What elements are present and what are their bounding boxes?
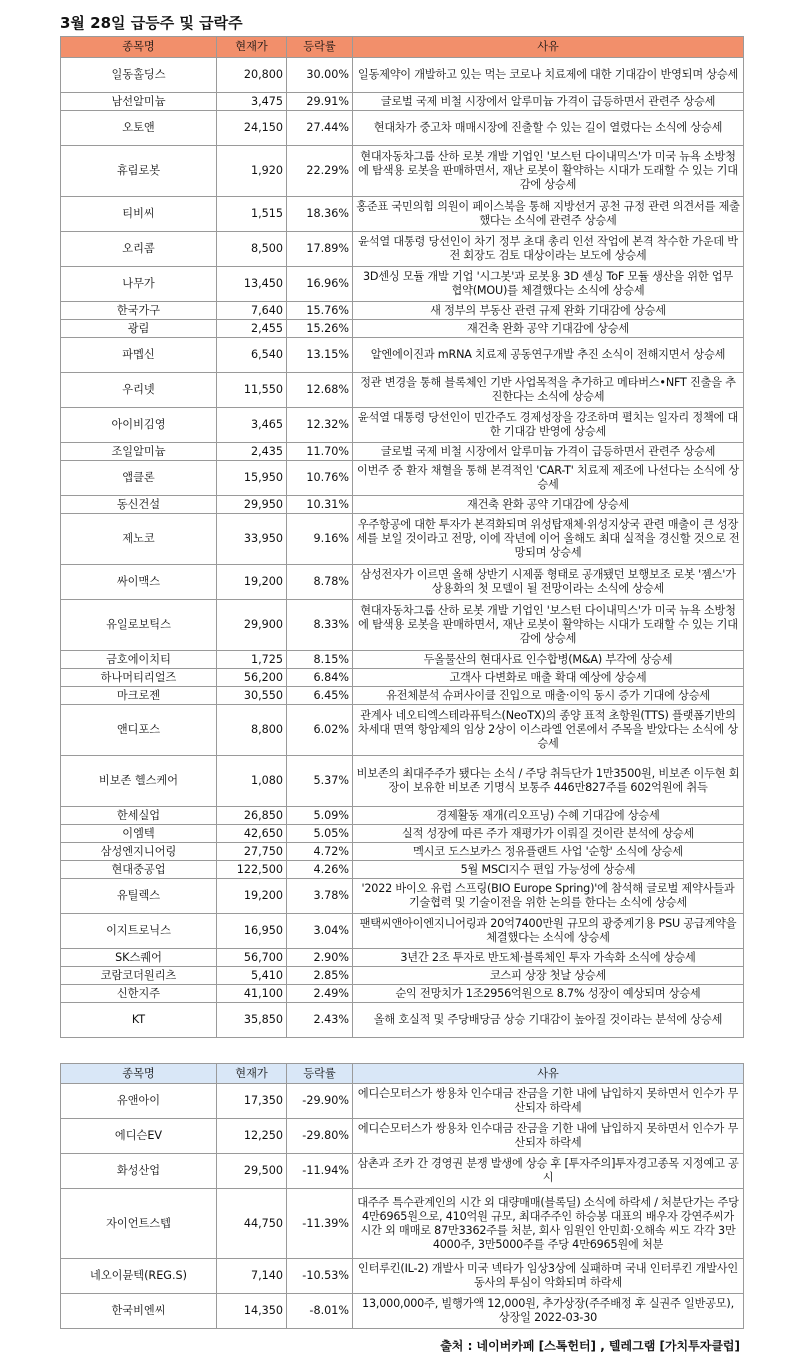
price-cell: 5,410	[217, 967, 287, 985]
header-rate: 등락률	[287, 37, 353, 58]
price-cell: 19,200	[217, 565, 287, 600]
table-row	[61, 1003, 744, 1038]
reason-cell: 고객사 다변화로 매출 확대 예상에 상승세	[353, 669, 744, 687]
name-cell: 네오이뮨텍(REG.S)	[61, 1259, 217, 1294]
table-row	[61, 58, 744, 93]
table-row	[61, 408, 744, 443]
name-cell: 마크로젠	[61, 687, 217, 705]
reason-cell: 5월 MSCI지수 편입 가능성에 상승세	[353, 861, 744, 879]
price-cell: 16,950	[217, 914, 287, 949]
rate-cell: 16.96%	[287, 267, 353, 302]
price-cell: 2,455	[217, 320, 287, 338]
header-reason: 사유	[353, 1064, 744, 1084]
reason-cell: 멕시코 도스보카스 정유플랜트 사업 '순항' 소식에 상승세	[353, 843, 744, 861]
name-cell: 하나머티리얼즈	[61, 669, 217, 687]
gainers-header-row	[61, 37, 744, 58]
reason-cell: 두올물산의 현대사료 인수합병(M&A) 부각에 상승세	[353, 651, 744, 669]
reason-cell: 에디슨모터스가 쌍용차 인수대금 잔금을 기한 내에 납입하지 못하면서 인수가 무산되자 하락세	[353, 1084, 744, 1119]
rate-cell: 13.15%	[287, 338, 353, 373]
name-cell: SK스퀘어	[61, 949, 217, 967]
price-cell: 29,900	[217, 600, 287, 651]
rate-cell: 18.36%	[287, 197, 353, 232]
header-name: 종목명	[61, 37, 217, 58]
name-cell: 나무가	[61, 267, 217, 302]
rate-cell: -29.90%	[287, 1084, 353, 1119]
header-price: 현재가	[217, 37, 287, 58]
rate-cell: 3.78%	[287, 879, 353, 914]
rate-cell: 10.31%	[287, 496, 353, 514]
table-row	[61, 461, 744, 496]
table-row	[61, 949, 744, 967]
rate-cell: 11.70%	[287, 443, 353, 461]
header-price: 현재가	[217, 1064, 287, 1084]
table-row	[61, 967, 744, 985]
price-cell: 41,100	[217, 985, 287, 1003]
name-cell: 화성산업	[61, 1154, 217, 1189]
reason-cell: 삼촌과 조카 간 경영권 분쟁 발생에 상승 후 [투자주의]투자경고종목 지정예고 공시	[353, 1154, 744, 1189]
table-row	[61, 1189, 744, 1259]
price-cell: 30,550	[217, 687, 287, 705]
rate-cell: 2.43%	[287, 1003, 353, 1038]
price-cell: 56,200	[217, 669, 287, 687]
price-cell: 3,465	[217, 408, 287, 443]
header-name: 종목명	[61, 1064, 217, 1084]
rate-cell: 17.89%	[287, 232, 353, 267]
rate-cell: 12.68%	[287, 373, 353, 408]
rate-cell: 5.09%	[287, 807, 353, 825]
rate-cell: 15.26%	[287, 320, 353, 338]
name-cell: 한세실업	[61, 807, 217, 825]
price-cell: 29,950	[217, 496, 287, 514]
rate-cell: -29.80%	[287, 1119, 353, 1154]
rate-cell: 2.85%	[287, 967, 353, 985]
reason-cell: 인터루킨(IL-2) 개발사 미국 넥타가 임상3상에 실패하며 국내 인터루킨 개발사인 동사의 투심이 악화되며 하락세	[353, 1259, 744, 1294]
table-row	[61, 146, 744, 197]
name-cell: 싸이맥스	[61, 565, 217, 600]
table-row	[61, 1294, 744, 1329]
reason-cell: 3년간 2조 투자로 반도체·블록체인 투자 가속화 소식에 상승세	[353, 949, 744, 967]
name-cell: 한국비엔씨	[61, 1294, 217, 1329]
price-cell: 56,700	[217, 949, 287, 967]
table-row	[61, 879, 744, 914]
reason-cell: 에디슨모터스가 쌍용차 인수대금 잔금을 기한 내에 납입하지 못하면서 인수가 무산되자 하락세	[353, 1119, 744, 1154]
reason-cell: 13,000,000주, 빌행가액 12,000원, 추가상장(주주배정 후 실권주 일반공모), 상장일 2022-03-30	[353, 1294, 744, 1329]
name-cell: 금호에이치티	[61, 651, 217, 669]
rate-cell: -10.53%	[287, 1259, 353, 1294]
table-row	[61, 825, 744, 843]
reason-cell: 대주주 특수관계인의 시간 외 대량매매(블록딜) 소식에 하락세 / 처분단가는 주당 4만6965원으로, 410억원 규모, 최대주주인 하승봉 대표의 배우자 강연주씨가 시간 외 매매로 87만3362주를 처분, 회사 임원인 안민희·오해속 씨도 각각 3만4000주, 3만5000주를 주당 4만6965원에 처분	[353, 1189, 744, 1259]
rate-cell: 6.02%	[287, 705, 353, 756]
reason-cell: 현대자동차그룹 산하 로봇 개발 기업인 '보스턴 다이내믹스'가 미국 뉴욕 소방청에 탐색용 로봇을 판매하면서, 재난 로봇이 활약하는 시대가 도래할 수 있는 기대감에 상승세	[353, 600, 744, 651]
price-cell: 1,725	[217, 651, 287, 669]
reason-cell: 이번주 중 환자 채혈을 통해 본격적인 'CAR-T' 치료제 제조에 나선다는 소식에 상승세	[353, 461, 744, 496]
table-row	[61, 861, 744, 879]
table-row	[61, 1154, 744, 1189]
reason-cell: 윤석열 대통령 당선인이 민간주도 경제성장을 강조하며 펼치는 일자리 정책에 대한 기대감 반영에 상승세	[353, 408, 744, 443]
price-cell: 19,200	[217, 879, 287, 914]
name-cell: 동신건설	[61, 496, 217, 514]
losers-table	[60, 1063, 744, 1329]
rate-cell: 3.04%	[287, 914, 353, 949]
table-row	[61, 687, 744, 705]
rate-cell: 30.00%	[287, 58, 353, 93]
price-cell: 24,150	[217, 111, 287, 146]
table-row	[61, 443, 744, 461]
table-row	[61, 111, 744, 146]
rate-cell: 8.33%	[287, 600, 353, 651]
price-cell: 20,800	[217, 58, 287, 93]
table-row	[61, 1259, 744, 1294]
gainers-table	[60, 36, 744, 1038]
table-row	[61, 807, 744, 825]
price-cell: 12,250	[217, 1119, 287, 1154]
name-cell: 제노코	[61, 514, 217, 565]
table-row	[61, 1119, 744, 1154]
name-cell: 우리넷	[61, 373, 217, 408]
reason-cell: 글로벌 국제 비철 시장에서 알루미늄 가격이 급등하면서 관련주 상승세	[353, 93, 744, 111]
table-row	[61, 320, 744, 338]
name-cell: 비보존 헬스케어	[61, 756, 217, 807]
name-cell: 광림	[61, 320, 217, 338]
name-cell: KT	[61, 1003, 217, 1038]
reason-cell: 윤석열 대통령 당선인이 차기 정부 초대 총리 인선 작업에 본격 착수한 가운데 박 전 회장도 검토 대상이라는 보도에 상승세	[353, 232, 744, 267]
price-cell: 8,800	[217, 705, 287, 756]
rate-cell: 12.32%	[287, 408, 353, 443]
rate-cell: 8.78%	[287, 565, 353, 600]
price-cell: 122,500	[217, 861, 287, 879]
table-row	[61, 267, 744, 302]
table-row	[61, 705, 744, 756]
reason-cell: 3D센싱 모듈 개발 기업 '시그봇'과 로봇용 3D 센싱 ToF 모듈 생산을 위한 업무 협약(MOU)를 체결했다는 소식에 상승세	[353, 267, 744, 302]
name-cell: 앤디포스	[61, 705, 217, 756]
price-cell: 42,650	[217, 825, 287, 843]
losers-header-row	[61, 1064, 744, 1084]
rate-cell: 22.29%	[287, 146, 353, 197]
reason-cell: 현대차가 중고차 매매시장에 진출할 수 있는 길이 열렸다는 소식에 상승세	[353, 111, 744, 146]
rate-cell: 6.45%	[287, 687, 353, 705]
table-row	[61, 302, 744, 320]
price-cell: 26,850	[217, 807, 287, 825]
reason-cell: 실적 성장에 따른 주가 재평가가 이뤄질 것이란 분석에 상승세	[353, 825, 744, 843]
table-row	[61, 651, 744, 669]
rate-cell: 2.90%	[287, 949, 353, 967]
price-cell: 7,140	[217, 1259, 287, 1294]
name-cell: 현대중공업	[61, 861, 217, 879]
reason-cell: 새 정부의 부동산 관련 규제 완화 기대감에 상승세	[353, 302, 744, 320]
name-cell: 조일알미늄	[61, 443, 217, 461]
rate-cell: -8.01%	[287, 1294, 353, 1329]
rate-cell: 4.72%	[287, 843, 353, 861]
name-cell: 유앤아이	[61, 1084, 217, 1119]
rate-cell: 4.26%	[287, 861, 353, 879]
source-footer: 출처 : 네이버카페 [스톡헌터] , 텔레그램 [가치투자클럽]	[440, 1339, 740, 1353]
table-row	[61, 514, 744, 565]
reason-cell: 우주항공에 대한 투자가 본격화되며 위성탑재체·위성지상국 관련 매출이 큰 성장세를 보일 것이라고 전망, 이에 작년에 이어 올해도 최대 실적을 경신할 것으로 전망되며 상승세	[353, 514, 744, 565]
rate-cell: 29.91%	[287, 93, 353, 111]
reason-cell: 관계사 네오티엑스테라퓨틱스(NeoTX)의 종양 표적 초항원(TTS) 플랫폼기반의 차세대 면역 항암제의 임상 2상이 이스라엘 언론에서 주목을 받았다는 소식에 상승세	[353, 705, 744, 756]
reason-cell: 팬택씨앤아이엔지니어링과 20억7400만원 규모의 광중계기용 PSU 공급계약을 체결했다는 소식에 상승세	[353, 914, 744, 949]
table-row	[61, 338, 744, 373]
name-cell: 신한지주	[61, 985, 217, 1003]
price-cell: 6,540	[217, 338, 287, 373]
name-cell: 에디슨EV	[61, 1119, 217, 1154]
reason-cell: 유전체분석 슈퍼사이클 진입으로 매출·이익 동시 증가 기대에 상승세	[353, 687, 744, 705]
table-row	[61, 914, 744, 949]
reason-cell: 경제활동 재개(리오프닝) 수혜 기대감에 상승세	[353, 807, 744, 825]
price-cell: 1,515	[217, 197, 287, 232]
reason-cell: 삼성전자가 이르면 올해 상반기 시제품 형태로 공개됐던 보행보조 로봇 '젬스'가 상용화의 첫 모델이 될 전망이라는 소식에 상승세	[353, 565, 744, 600]
price-cell: 1,080	[217, 756, 287, 807]
table-row	[61, 565, 744, 600]
reason-cell: 순익 전망치가 1조2956억원으로 8.7% 성장이 예상되며 상승세	[353, 985, 744, 1003]
table-row	[61, 1084, 744, 1119]
table-row	[61, 373, 744, 408]
price-cell: 8,500	[217, 232, 287, 267]
rate-cell: 8.15%	[287, 651, 353, 669]
name-cell: 유틸렉스	[61, 879, 217, 914]
price-cell: 11,550	[217, 373, 287, 408]
name-cell: 오리콤	[61, 232, 217, 267]
rate-cell: 2.49%	[287, 985, 353, 1003]
price-cell: 35,850	[217, 1003, 287, 1038]
reason-cell: 알엔에이진과 mRNA 치료제 공동연구개발 추진 소식이 전해지면서 상승세	[353, 338, 744, 373]
name-cell: 삼성엔지니어링	[61, 843, 217, 861]
price-cell: 7,640	[217, 302, 287, 320]
name-cell: 유일로보틱스	[61, 600, 217, 651]
reason-cell: 재건축 완화 공약 기대감에 상승세	[353, 320, 744, 338]
price-cell: 27,750	[217, 843, 287, 861]
name-cell: 티비씨	[61, 197, 217, 232]
price-cell: 2,435	[217, 443, 287, 461]
reason-cell: 현대자동차그룹 산하 로봇 개발 기업인 '보스턴 다이내믹스'가 미국 뉴욕 소방청에 탐색용 로봇을 판매하면서, 재난 로봇이 활약하는 시대가 도래할 수 있는 기대감에 상승세	[353, 146, 744, 197]
price-cell: 14,350	[217, 1294, 287, 1329]
table-row	[61, 669, 744, 687]
rate-cell: 6.84%	[287, 669, 353, 687]
header-reason: 사유	[353, 37, 744, 58]
name-cell: 아이비김영	[61, 408, 217, 443]
table-row	[61, 600, 744, 651]
name-cell: 이지트로닉스	[61, 914, 217, 949]
reason-cell: 코스피 상장 첫날 상승세	[353, 967, 744, 985]
price-cell: 33,950	[217, 514, 287, 565]
reason-cell: 일동제약이 개발하고 있는 먹는 코로나 치료제에 대한 기대감이 반영되며 상승세	[353, 58, 744, 93]
rate-cell: 27.44%	[287, 111, 353, 146]
name-cell: 코람코더원리츠	[61, 967, 217, 985]
rate-cell: 10.76%	[287, 461, 353, 496]
table-row	[61, 93, 744, 111]
reason-cell: 글로벌 국제 비철 시장에서 알루미늄 가격이 급등하면서 관련주 상승세	[353, 443, 744, 461]
name-cell: 남선알미늄	[61, 93, 217, 111]
header-rate: 등락률	[287, 1064, 353, 1084]
reason-cell: 정관 변경을 통해 블록체인 기반 사업목적을 추가하고 메타버스•NFT 진출을 추진한다는 소식에 상승세	[353, 373, 744, 408]
reason-cell: 홍준표 국민의힘 의원이 페이스북을 통해 지방선거 공천 규정 관련 의견서를 제출했다는 소식에 관련주 상승세	[353, 197, 744, 232]
table-row	[61, 985, 744, 1003]
rate-cell: 5.05%	[287, 825, 353, 843]
reason-cell: 올해 호실적 및 주당배당금 상승 기대감이 높아질 것이라는 분석에 상승세	[353, 1003, 744, 1038]
price-cell: 13,450	[217, 267, 287, 302]
table-row	[61, 197, 744, 232]
price-cell: 17,350	[217, 1084, 287, 1119]
name-cell: 일동홀딩스	[61, 58, 217, 93]
price-cell: 1,920	[217, 146, 287, 197]
rate-cell: -11.94%	[287, 1154, 353, 1189]
page-title: 3월 28일 급등주 및 급락주	[60, 14, 243, 32]
table-row	[61, 843, 744, 861]
price-cell: 15,950	[217, 461, 287, 496]
rate-cell: 15.76%	[287, 302, 353, 320]
price-cell: 29,500	[217, 1154, 287, 1189]
table-row	[61, 496, 744, 514]
price-cell: 44,750	[217, 1189, 287, 1259]
rate-cell: -11.39%	[287, 1189, 353, 1259]
price-cell: 3,475	[217, 93, 287, 111]
name-cell: 이엠텍	[61, 825, 217, 843]
table-row	[61, 232, 744, 267]
table-row	[61, 756, 744, 807]
rate-cell: 9.16%	[287, 514, 353, 565]
name-cell: 휴림로봇	[61, 146, 217, 197]
rate-cell: 5.37%	[287, 756, 353, 807]
reason-cell: 재건축 완화 공약 기대감에 상승세	[353, 496, 744, 514]
name-cell: 자이언트스텝	[61, 1189, 217, 1259]
reason-cell: '2022 바이오 유럽 스프링(BIO Europe Spring)'에 참석해 글로벌 제약사들과 기술협력 및 기술이전을 위한 논의를 한다는 소식에 상승세	[353, 879, 744, 914]
name-cell: 오토앤	[61, 111, 217, 146]
name-cell: 파멥신	[61, 338, 217, 373]
reason-cell: 비보존의 최대주주가 됐다는 소식 / 주당 취득단가 1만3500원, 비보존 이두현 회장이 보유한 비보존 기명식 보통주 446만827주를 602억원에 취득	[353, 756, 744, 807]
name-cell: 앱클론	[61, 461, 217, 496]
name-cell: 한국가구	[61, 302, 217, 320]
